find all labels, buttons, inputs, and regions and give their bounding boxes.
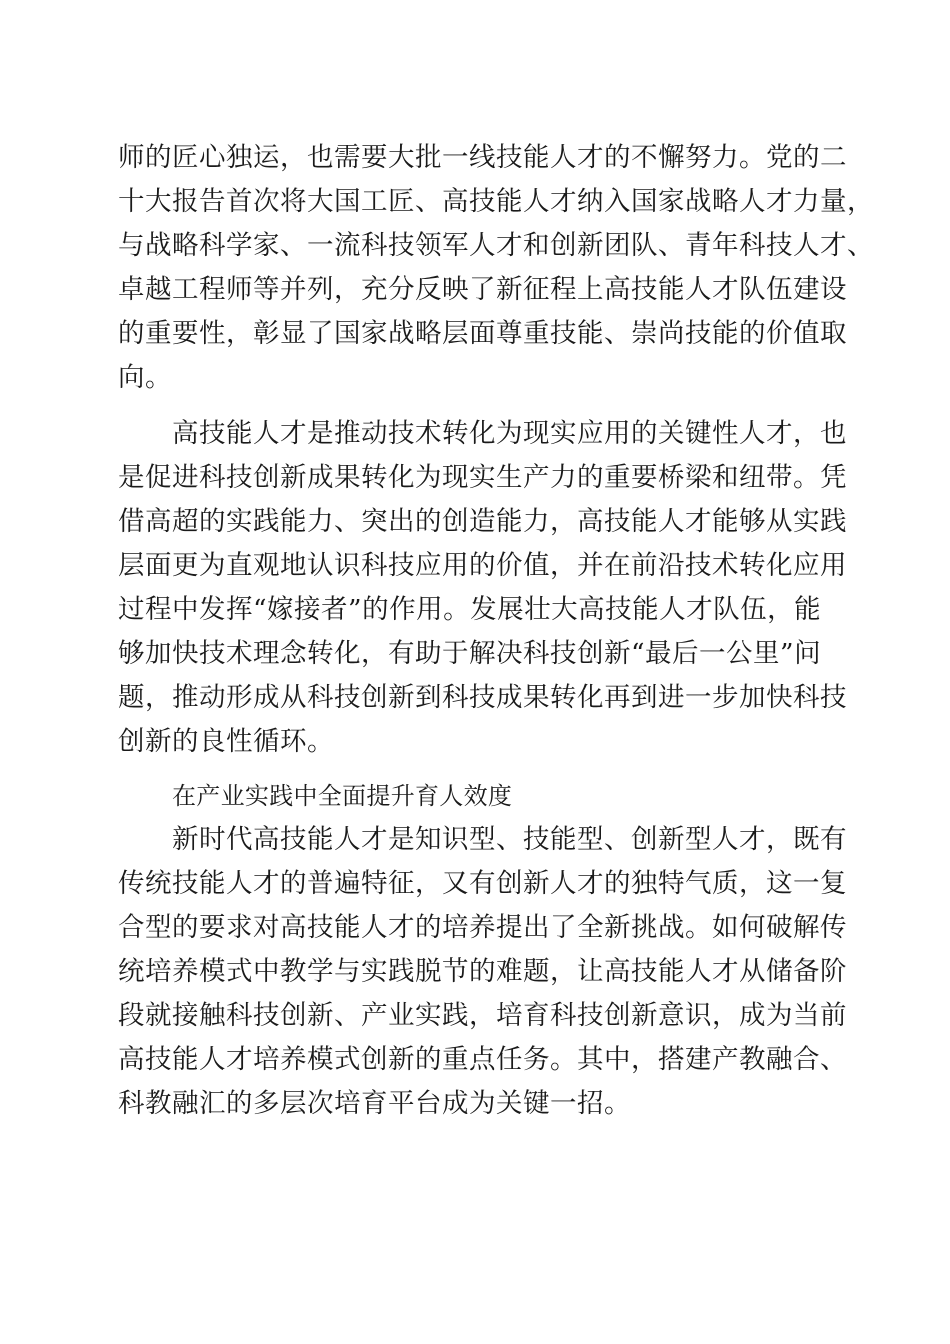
body-text-line: 是促进科技创新成果转化为现实生产力的重要桥梁和纽带。凭 bbox=[118, 462, 847, 493]
paragraph-first-line: 高技能人才是推动技术转化为现实应用的关键性人才，也 bbox=[172, 418, 847, 449]
body-text-line: 统培养模式中教学与实践脱节的难题，让高技能人才从储备阶 bbox=[118, 956, 847, 987]
paragraph-first-line: 新时代高技能人才是知识型、技能型、创新型人才，既有 bbox=[172, 824, 847, 855]
body-text-line: 段就接触科技创新、产业实践，培育科技创新意识，成为当前 bbox=[118, 1000, 847, 1031]
body-text-line: 过程中发挥“嫁接者”的作用。发展壮大高技能人才队伍，能 bbox=[118, 594, 822, 625]
body-text-line: 十大报告首次将大国工匠、高技能人才纳入国家战略人才力量， bbox=[118, 186, 874, 217]
body-text-line: 与战略科学家、一流科技领军人才和创新团队、青年科技人才、 bbox=[118, 230, 874, 261]
body-text-line: 卓越工程师等并列，充分反映了新征程上高技能人才队伍建设 bbox=[118, 274, 847, 305]
body-text-line: 够加快技术理念转化，有助于解决科技创新“最后一公里”问 bbox=[118, 638, 822, 669]
body-text-line: 层面更为直观地认识科技应用的价值，并在前沿技术转化应用 bbox=[118, 550, 847, 581]
section-heading: 在产业实践中全面提升育人效度 bbox=[172, 782, 513, 810]
body-text-line: 科教融汇的多层次培育平台成为关键一招。 bbox=[118, 1088, 631, 1119]
body-text-line: 创新的良性循环。 bbox=[118, 726, 334, 757]
body-text-line: 高技能人才培养模式创新的重点任务。其中，搭建产教融合、 bbox=[118, 1044, 847, 1075]
body-text-line: 师的匠心独运，也需要大批一线技能人才的不懈努力。党的二 bbox=[118, 142, 847, 173]
body-text-line: 的重要性，彰显了国家战略层面尊重技能、崇尚技能的价值取 bbox=[118, 318, 847, 349]
body-text-line: 向。 bbox=[118, 362, 172, 393]
body-text-line: 合型的要求对高技能人才的培养提出了全新挑战。如何破解传 bbox=[118, 912, 847, 943]
body-text-line: 题，推动形成从科技创新到科技成果转化再到进一步加快科技 bbox=[118, 682, 847, 713]
body-text-line: 借高超的实践能力、突出的创造能力，高技能人才能够从实践 bbox=[118, 506, 847, 537]
body-text-line: 传统技能人才的普遍特征，又有创新人才的独特气质，这一复 bbox=[118, 868, 847, 899]
